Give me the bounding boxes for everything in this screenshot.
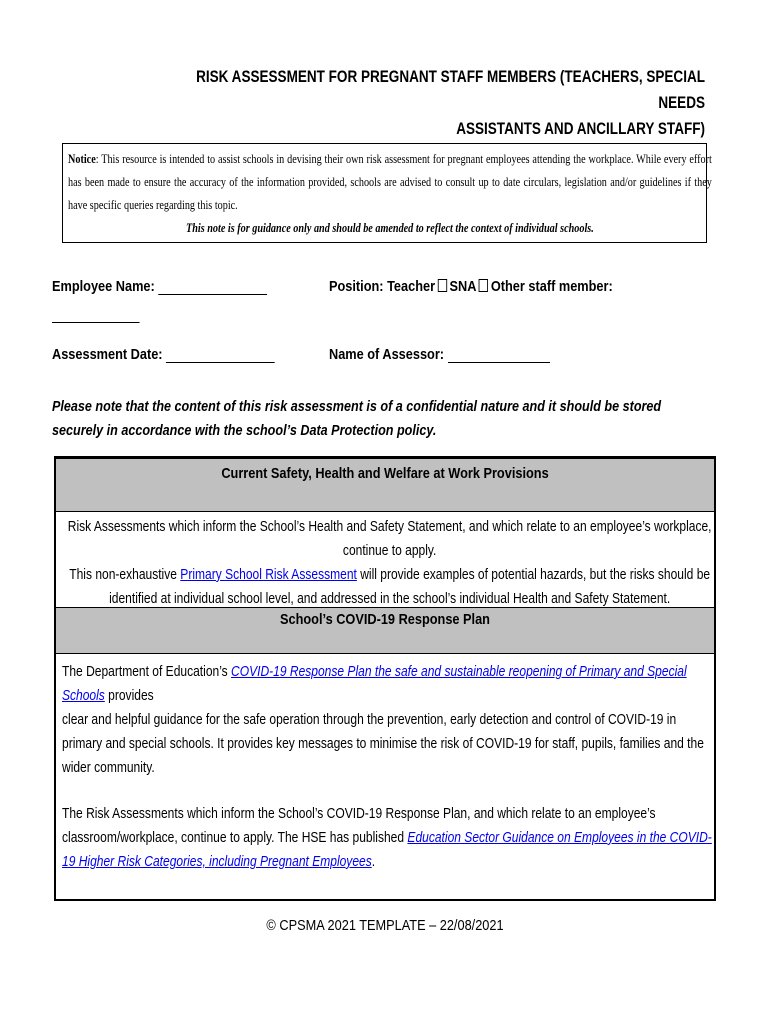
teacher-checkbox[interactable] (438, 279, 447, 292)
table-header-covid (56, 608, 714, 654)
title-line-1: RISK ASSESSMENT FOR PREGNANT STAFF MEMBERS (TEACHERS, SPECIAL NEEDS (196, 68, 706, 112)
notice-label: Notice (68, 152, 96, 166)
assessor-blank[interactable] (448, 348, 550, 363)
assessment-date-field (52, 346, 275, 363)
provisions-text-pre: This non-exhaustive (69, 567, 181, 583)
provisions-table (54, 456, 716, 901)
table-row-covid (56, 654, 714, 874)
title-line-2: ASSISTANTS AND ANCILLARY STAFF) (456, 120, 705, 138)
header-provisions-text: Current Safety, Health and Welfare at Work Provisions (221, 465, 549, 482)
employee-name-field (52, 278, 267, 295)
hse-guidance-link[interactable]: Education Sector Guidance on Employees in the COVID-19 Higher Risk Categories, including Pregnant Employees (62, 830, 712, 870)
provisions-text-post: will provide examples of potential hazards, but the risks should be identified at individual school level, and addressed in the school’s individual Health and Safety Statement. (109, 567, 711, 607)
header-covid-text: School’s COVID-19 Response Plan (280, 611, 490, 628)
hse-text-pre: The Risk Assessments which inform the School’s COVID-19 Response Plan, and which relate to an employee’s classroom/workplace, continue to apply. The HSE has published (62, 806, 656, 846)
hse-text-post: . (371, 854, 376, 870)
notice-guidance: This note is for guidance only and should be amended to reflect the context of individual schools. (186, 221, 594, 235)
covid-text-body: clear and helpful guidance for the safe operation through the prevention, early detection and control of COVID-19 in primary and special schools. It provides key messages to minimise the risk of COVID-19 for staff, pupils, families and the wider community. (62, 712, 704, 776)
covid-response-plan-link[interactable]: COVID-19 Response Plan the safe and sustainable reopening of Primary and Special Schools (62, 664, 687, 704)
sna-checkbox[interactable] (479, 279, 488, 292)
notice-colon: : (95, 152, 99, 166)
sna-label: SNA (449, 278, 477, 295)
primary-school-risk-assessment-link[interactable]: Primary School Risk Assessment (180, 567, 357, 583)
other-staff-label: Other staff member: (490, 278, 613, 295)
assessor-label: Name of Assessor: (329, 346, 445, 363)
table-header-provisions (56, 459, 714, 512)
confidentiality-note: Please note that the content of this risk assessment is of a confidential nature and it should be stored securely in accordance with the school’s Data Protection policy. (52, 398, 662, 439)
other-staff-field (52, 306, 140, 323)
document-title (176, 64, 705, 142)
notice-box (62, 143, 712, 243)
other-staff-blank[interactable] (52, 308, 140, 323)
covid-text-pre: The Department of Education’s (62, 664, 232, 680)
assessment-date-label: Assessment Date: (52, 346, 163, 363)
position-field (329, 278, 613, 295)
employee-name-label: Employee Name: (52, 278, 155, 295)
assessment-date-blank[interactable] (166, 348, 275, 363)
employee-name-blank[interactable] (158, 280, 267, 295)
notice-text: This resource is intended to assist schools in devising their own risk assessment for pregnant employees attending the workplace. While every effort has been made to ensure the accuracy of the information provided, schools are advised to consult up to date circulars, legislation and/or guidelines if they have specific queries regarding this topic. (68, 152, 712, 212)
covid-text-post: provides (104, 688, 154, 704)
assessor-field (329, 346, 550, 363)
table-row-provisions (56, 512, 714, 608)
position-label: Position: Teacher (329, 278, 436, 295)
footer-copyright: © CPSMA 2021 TEMPLATE – 22/08/2021 (266, 917, 504, 934)
provisions-text-1: Risk Assessments which inform the School’s Health and Safety Statement, and which relate to an employee’s workplace, continue to apply. (67, 519, 712, 559)
